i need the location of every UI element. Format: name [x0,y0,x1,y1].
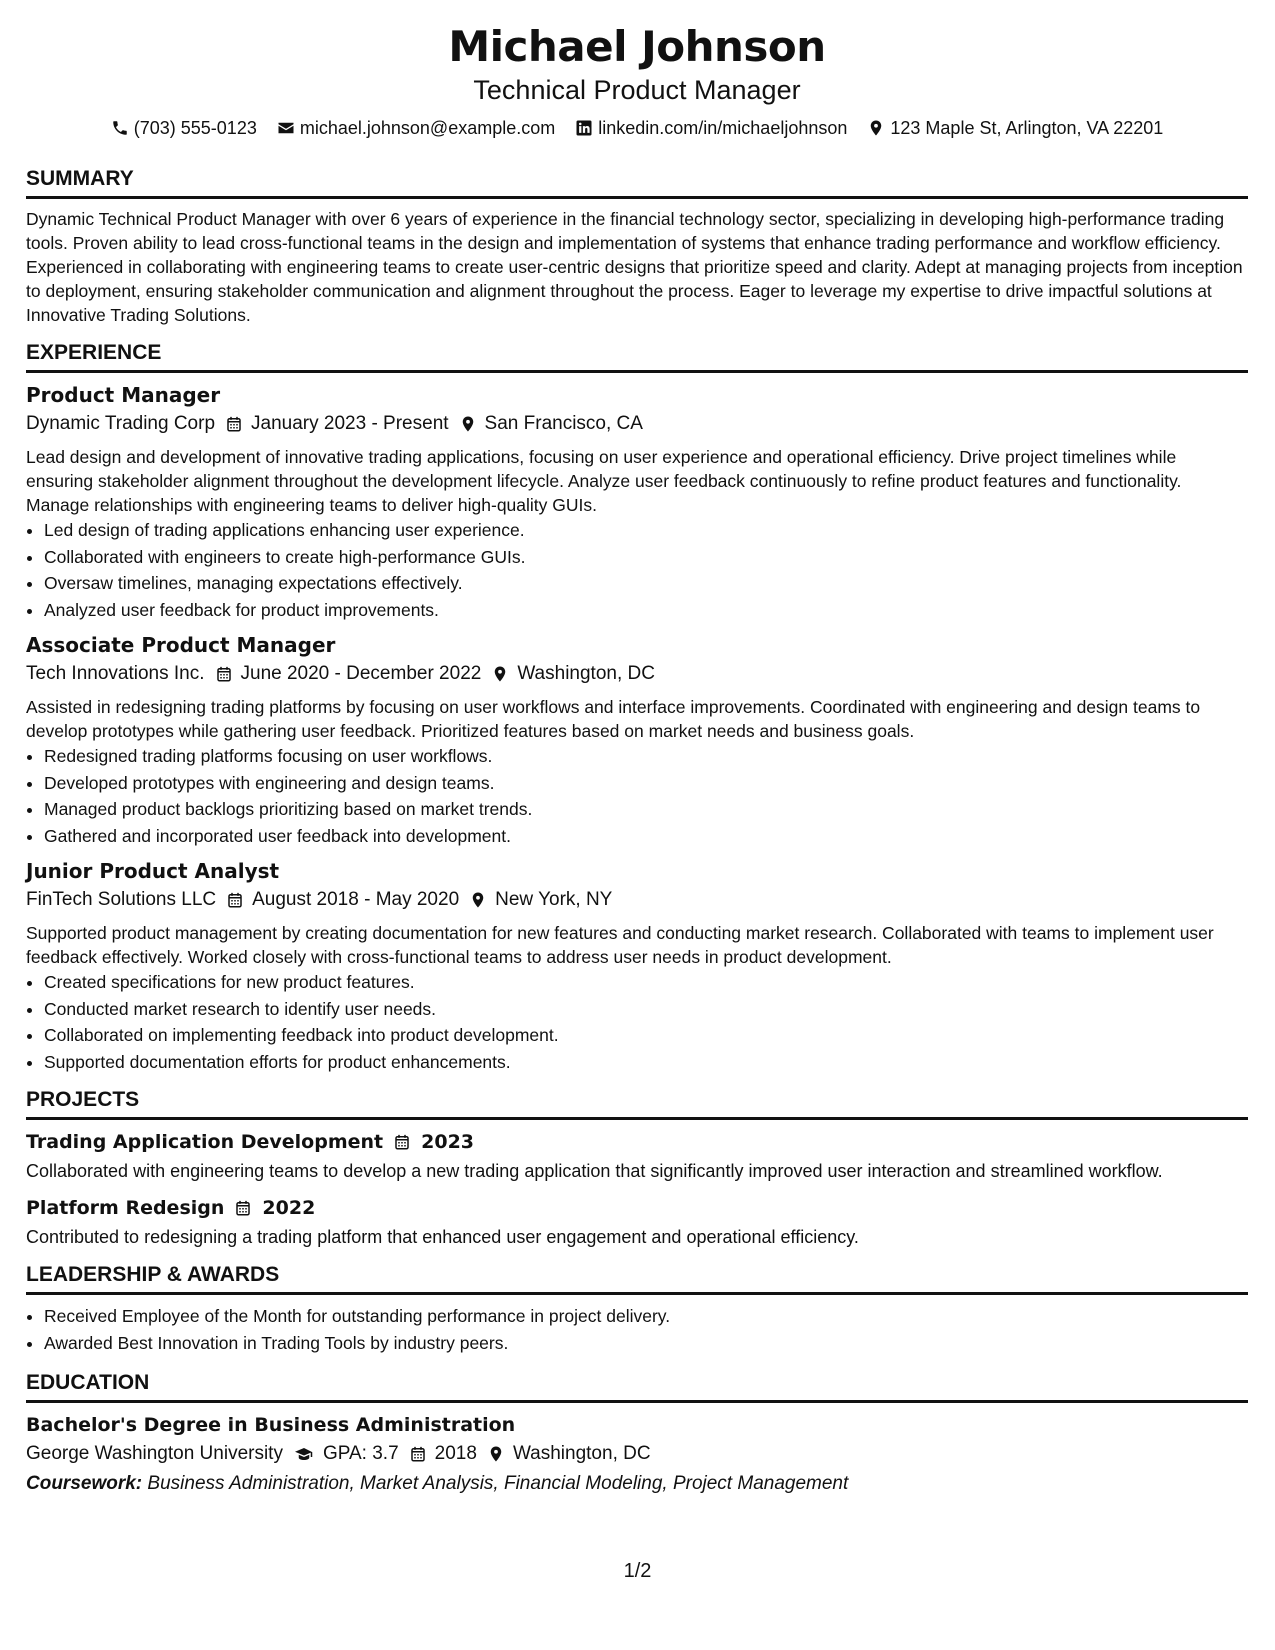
degree-title: Bachelor's Degree in Business Administration [26,1414,516,1436]
project-title: Platform Redesign [26,1197,225,1219]
leadership-section [26,1262,1248,1356]
section-divider [26,370,1248,373]
education-location [487,1439,651,1469]
job-company: Dynamic Trading Corp [26,413,216,434]
graduation-cap-icon [293,1445,315,1463]
job-entry [26,857,1248,1075]
calendar-icon [215,665,233,683]
coursework-text: Business Administration, Market Analysis, Financial Modeling, Project Management [147,1473,849,1494]
envelope-icon [277,119,295,137]
section-divider [26,1400,1248,1403]
job-dates-text: January 2023 - Present [251,413,449,434]
resume-page [26,0,1248,1499]
section-title-experience: EXPERIENCE [26,341,162,364]
contact-email[interactable] [277,116,555,140]
job-location-text: Washington, DC [517,663,655,684]
contact-linkedin[interactable] [575,116,847,140]
education-meta [26,1439,1248,1469]
map-pin-icon [459,415,477,433]
job-title: Junior Product Analyst [26,859,280,883]
calendar-icon [393,1133,411,1151]
education-gpa [293,1439,399,1469]
project-year: 2023 [421,1131,475,1153]
page-number: 1/2 [623,1560,652,1582]
job-location-text: San Francisco, CA [484,413,643,434]
job-dates [215,659,482,689]
coursework [26,1469,1248,1499]
contact-row [26,116,1248,140]
linkedin-text[interactable]: linkedin.com/in/michaeljohnson [598,118,848,138]
contact-phone [111,116,257,140]
gpa-text: GPA: 3.7 [322,1443,399,1464]
candidate-title: Technical Product Manager [473,75,801,105]
job-description: Assisted in redesigning trading platforms by focusing on user workflows and interface improvements. Coordinated with engineering and design teams to develop prototypes while gathering user feedback. Prioritized features based on market needs and business goals. [26,697,1201,741]
section-divider [26,196,1248,199]
job-bullets [26,517,1248,623]
list-item: • Analyzed user feedback for product improvements. [44,597,1248,624]
phone-text: (703) 555-0123 [133,118,257,138]
job-title: Product Manager [26,383,221,407]
summary-text: Dynamic Technical Product Manager with over 6 years of experience in the financial technology sector, specializing in developing high-performance trading tools. Proven ability to lead cross-functional teams in the design and implementation of systems that enhance trading performance and workflow efficiency. Experienced in collaborating with engineering teams to create user-centric designs that prioritize speed and clarity. Adept at managing projects from inception to deployment, ensuring stakeholder communication and alignment throughout the process. Eager to leverage my expertise to drive impactful solutions at Innovative Trading Solutions. [26,209,1243,325]
job-bullets [26,743,1248,849]
list-item: • Awarded Best Innovation in Trading Tools by industry peers. [44,1330,1248,1357]
job-dates-text: August 2018 - May 2020 [252,889,460,910]
map-pin-icon [491,665,509,683]
job-description: Supported product management by creating documentation for new features and conducting market research. Collaborated with teams to implement user feedback effectively. Worked closely with cross-functional teams to address user needs in product development. [26,923,1214,967]
list-item: • Collaborated with engineers to create high-performance GUIs. [44,544,1248,571]
job-location [491,659,655,689]
calendar-icon [409,1445,427,1463]
map-pin-icon [469,891,487,909]
list-item: • Conducted market research to identify user needs. [44,996,1248,1023]
section-title-leadership: LEADERSHIP & AWARDS [26,1263,280,1286]
list-item: • Supported documentation efforts for product enhancements. [44,1049,1248,1076]
project-title: Trading Application Development [26,1131,384,1153]
list-item: • Oversaw timelines, managing expectations effectively. [44,570,1248,597]
section-divider [26,1292,1248,1295]
education-section [26,1370,1248,1499]
job-dates-text: June 2020 - December 2022 [240,663,482,684]
education-year-text: 2018 [434,1443,477,1464]
job-company: Tech Innovations Inc. [26,663,205,684]
leadership-list [26,1303,1248,1356]
summary-section [26,166,1248,327]
list-item: • Redesigned trading platforms focusing on user workflows. [44,743,1248,770]
phone-icon [111,119,129,137]
list-item: • Collaborated on implementing feedback into product development. [44,1022,1248,1049]
job-description: Lead design and development of innovative trading applications, focusing on user experience and operational efficiency. Drive project timelines while ensuring stakeholder alignment throughout the development lifecycle. Analyze user feedback continuously to refine product features and functionality. Manage relationships with engineering teams to deliver high-quality GUIs. [26,447,1182,515]
project-header [26,1194,1248,1222]
list-item: • Developed prototypes with engineering and design teams. [44,770,1248,797]
experience-section [26,340,1248,1075]
section-title-projects: PROJECTS [26,1088,140,1111]
education-location-text: Washington, DC [512,1443,651,1464]
job-entry [26,381,1248,623]
section-title-education: EDUCATION [26,1371,150,1394]
calendar-icon [226,891,244,909]
list-item: • Gathered and incorporated user feedback into development. [44,823,1248,850]
list-item: • Created specifications for new product features. [44,969,1248,996]
project-entry [26,1128,1248,1186]
project-header [26,1128,1248,1156]
project-year: 2022 [262,1197,316,1219]
project-entry [26,1194,1248,1252]
education-year [409,1439,477,1469]
job-meta [26,885,1248,915]
job-location-text: New York, NY [495,889,613,910]
candidate-name: Michael Johnson [448,22,826,71]
contact-address [867,116,1163,140]
list-item: • Received Employee of the Month for outstanding performance in project delivery. [44,1303,1248,1330]
job-dates [225,409,449,439]
job-meta [26,409,1248,439]
map-pin-icon [867,119,885,137]
linkedin-icon [575,119,593,137]
job-location [459,409,643,439]
coursework-label: Coursework: [26,1473,143,1494]
job-company: FinTech Solutions LLC [26,889,217,910]
projects-section [26,1087,1248,1252]
resume-header [26,0,1248,140]
job-entry [26,631,1248,849]
address-text: 123 Maple St, Arlington, VA 22201 [890,118,1164,138]
job-title: Associate Product Manager [26,633,336,657]
email-text[interactable]: michael.johnson@example.com [299,118,556,138]
calendar-icon [225,415,243,433]
job-location [469,885,612,915]
list-item: • Managed product backlogs prioritizing based on market trends. [44,796,1248,823]
job-dates [226,885,459,915]
job-meta [26,659,1248,689]
list-item: • Led design of trading applications enhancing user experience. [44,517,1248,544]
section-title-summary: SUMMARY [26,167,134,190]
project-description: Contributed to redesigning a trading platform that enhanced user engagement and operational efficiency. [26,1227,859,1247]
school-name: George Washington University [26,1443,283,1464]
map-pin-icon [487,1445,505,1463]
calendar-icon [234,1199,252,1217]
job-bullets [26,969,1248,1075]
section-divider [26,1117,1248,1120]
project-description: Collaborated with engineering teams to develop a new trading application that significantly improved user interaction and streamlined workflow. [26,1161,1163,1181]
